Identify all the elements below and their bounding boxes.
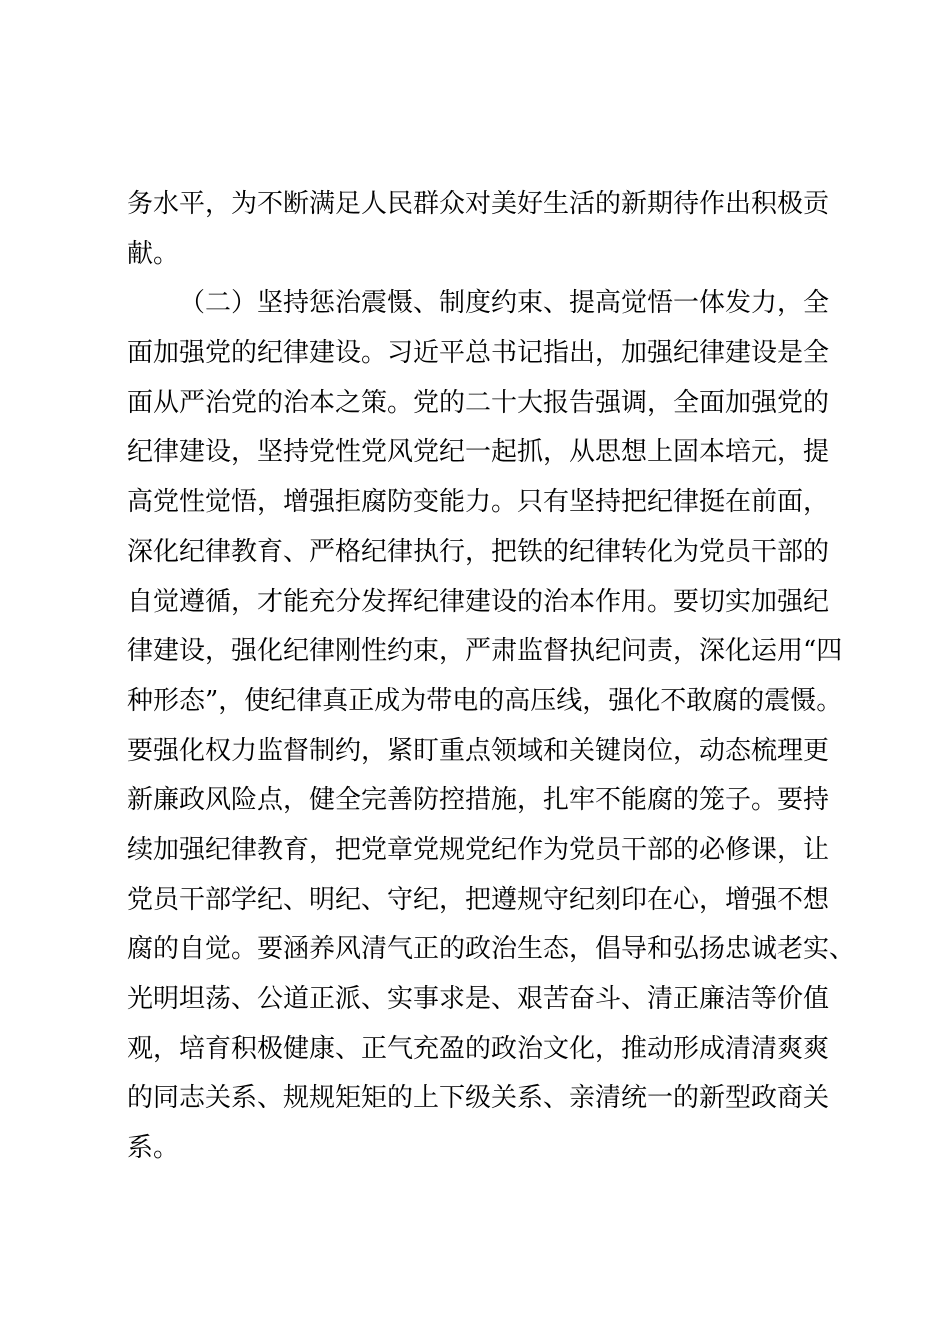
text-line: 面加强党的纪律建设。习近平总书记指出，加强纪律建设是全 [127, 338, 830, 369]
text-line: 党员干部学纪、明纪、守纪，把遵规守纪刻印在心，增强不想 [127, 884, 830, 915]
text-line: 高党性觉悟，增强拒腐防变能力。只有坚持把纪律挺在前面， [127, 487, 830, 518]
text-line: 献。 [127, 238, 180, 269]
text-line: 种形态”，使纪律真正成为带电的高压线，强化不敢腐的震慑。 [127, 685, 843, 716]
body-text [127, 180, 856, 1174]
text-line: 自觉遵循，才能充分发挥纪律建设的治本作用。要切实加强纪 [127, 586, 830, 617]
text-line: 深化纪律教育、严格纪律执行，把铁的纪律转化为党员干部的 [127, 536, 830, 567]
text-line: 面从严治党的治本之策。党的二十大报告强调，全面加强党的 [127, 387, 830, 418]
text-line: 光明坦荡、公道正派、实事求是、艰苦奋斗、清正廉洁等价值 [127, 984, 830, 1014]
text-line: 纪律建设，坚持党性党风党纪一起抓，从思想上固本培元，提 [127, 437, 830, 468]
text-line: 要强化权力监督制约，紧盯重点领域和关键岗位，动态梳理更 [127, 735, 830, 766]
text-line: 务水平，为不断满足人民群众对美好生活的新期待作出积极贡 [127, 189, 830, 219]
text-line: 的同志关系、规规矩矩的上下级关系、亲清统一的新型政商关 [127, 1083, 830, 1114]
text-line: 观，培育积极健康、正气充盈的政治文化，推动形成清清爽爽 [127, 1033, 830, 1064]
paragraph-heading-line: （二）坚持惩治震慑、制度约束、提高觉悟一体发力，全 [179, 288, 830, 319]
text-line: 系。 [127, 1133, 180, 1164]
text-line: 腐的自觉。要涵养风清气正的政治生态，倡导和弘扬忠诚老实、 [127, 934, 856, 965]
text-line: 续加强纪律教育，把党章党规党纪作为党员干部的必修课，让 [127, 834, 830, 865]
text-line: 新廉政风险点，健全完善防控措施，扎牢不能腐的笼子。要持 [127, 785, 830, 816]
text-line: 律建设，强化纪律刚性约束，严肃监督执纪问责，深化运用“四 [127, 636, 843, 667]
